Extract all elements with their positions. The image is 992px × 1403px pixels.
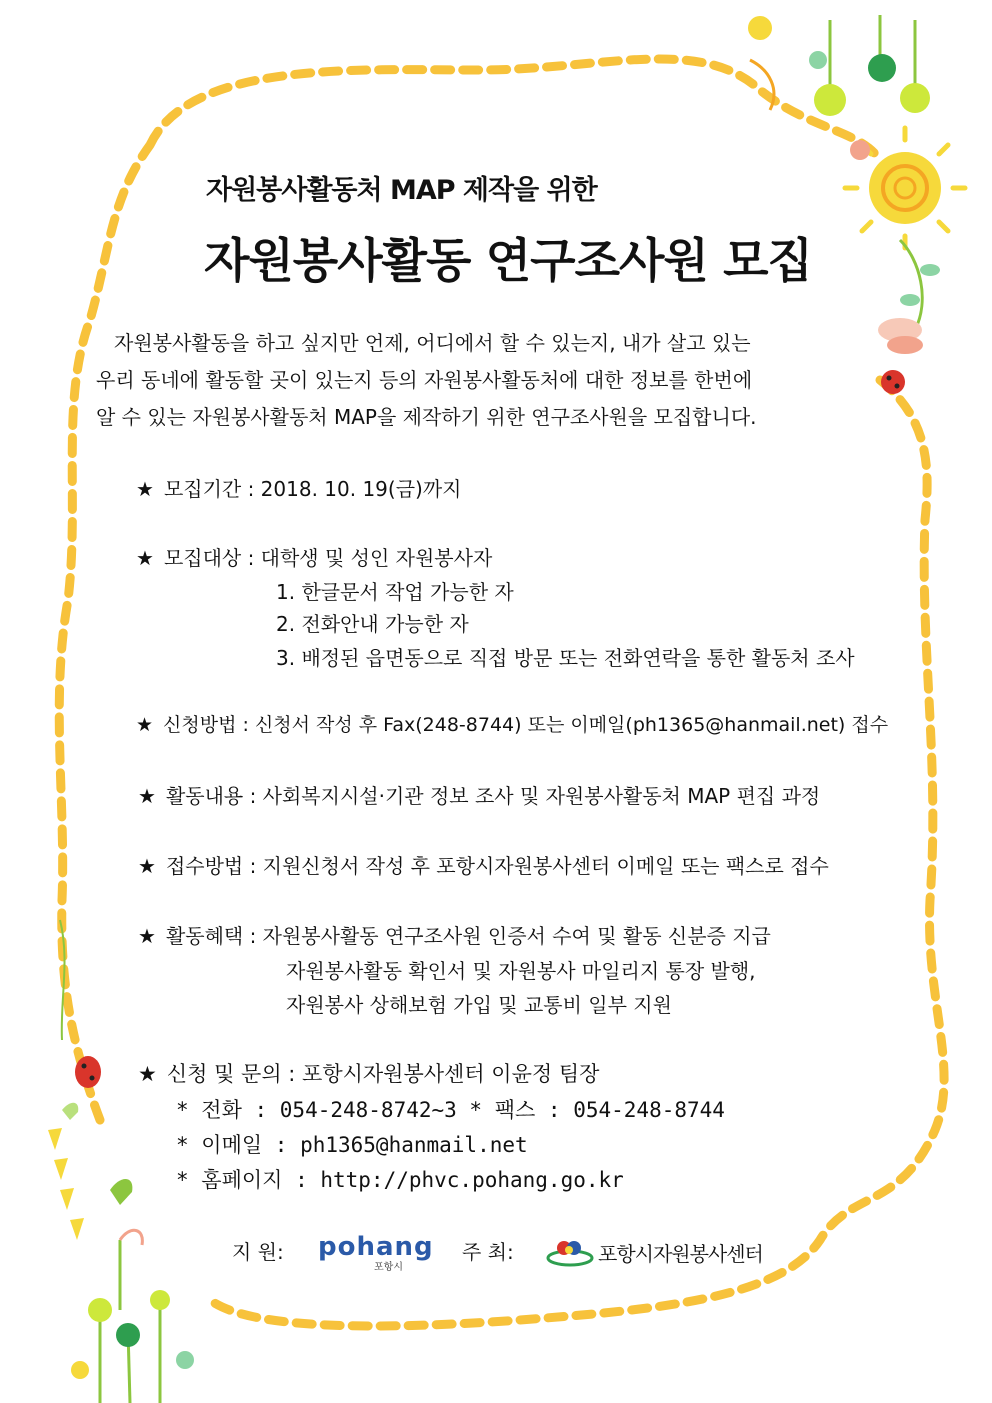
right-vine-icon (878, 240, 940, 354)
item-period (136, 473, 461, 502)
intro-line: 자원봉사활동을 하고 싶지만 언제, 어디에서 할 수 있는지, 내가 살고 있는 (114, 331, 751, 355)
star-icon: ★ (136, 477, 154, 501)
ladybug-icon (881, 370, 905, 394)
bunting-left-icon (48, 920, 84, 1240)
item-inquiry-text: 신청 및 문의 : 포항시자원봉사센터 이윤정 팀장 (166, 1062, 600, 1086)
star-icon: ★ (138, 854, 156, 878)
item-apply (136, 710, 888, 737)
flower-garden-bottom-icon (71, 1179, 194, 1403)
star-icon: ★ (136, 714, 154, 736)
item-inquiry (138, 1058, 599, 1088)
item-apply-text: 신청방법 : 신청서 작성 후 Fax(248-8744) 또는 이메일(ph1365@hanmail.net) 접수 (163, 714, 889, 736)
poster-subtitle: 자원봉사활동처 MAP 제작을 위한 (206, 175, 597, 206)
host-org-name: 포항시자원봉사센터 (598, 1242, 763, 1266)
intro-paragraph (96, 325, 871, 436)
target-sub-3: 3. 배정된 읍면동으로 직접 방문 또는 전화연락을 통한 활동처 조사 (276, 646, 855, 670)
flower-cluster-top-icon (748, 15, 930, 160)
contact-email: * 이메일 : ph1365@hanmail.net (176, 1133, 528, 1157)
ladybug-left-icon (75, 1056, 101, 1088)
intro-line: 우리 동네에 활동할 곳이 있는지 등의 자원봉사활동처에 대한 정보를 한번에 (96, 368, 753, 392)
sun-icon (845, 128, 965, 248)
item-period-text: 모집기간 : 2018. 10. 19(금)까지 (163, 477, 462, 501)
contact-phone-fax: * 전화 : 054-248-8742~3 * 팩스 : 054-248-8744 (176, 1098, 725, 1122)
target-sub-2: 2. 전화안내 가능한 자 (276, 612, 469, 636)
item-receipt-text: 접수방법 : 지원신청서 작성 후 포항시자원봉사센터 이메일 또는 팩스로 접수 (165, 854, 829, 878)
item-receipt (138, 850, 829, 879)
pohang-logo-caption: 포항시 (374, 1262, 403, 1273)
star-icon: ★ (136, 546, 154, 570)
item-target (136, 542, 492, 571)
item-target-text: 모집대상 : 대학생 및 성인 자원봉사자 (163, 546, 493, 570)
item-benefit (138, 920, 771, 949)
poster-title: 자원봉사활동 연구조사원 모집 (204, 234, 812, 289)
star-icon: ★ (138, 924, 156, 948)
support-label: 지 원: (232, 1240, 284, 1264)
volunteer-center-logo-icon (546, 1238, 594, 1268)
star-icon: ★ (138, 784, 156, 808)
host-label: 주 최: (462, 1240, 514, 1264)
benefit-sub-2: 자원봉사 상해보험 가입 및 교통비 일부 지원 (286, 993, 672, 1017)
star-icon: ★ (138, 1062, 157, 1086)
contact-homepage: * 홈페이지 : http://phvc.pohang.go.kr (176, 1168, 624, 1192)
pohang-logo: pohang (318, 1232, 434, 1262)
target-sub-1: 1. 한글문서 작업 가능한 자 (276, 580, 514, 604)
intro-line: 알 수 있는 자원봉사활동처 MAP을 제작하기 위한 연구조사원을 모집합니다. (96, 405, 757, 429)
item-activity (138, 780, 820, 809)
item-activity-text: 활동내용 : 사회복지시설·기관 정보 조사 및 자원봉사활동처 MAP 편집 과정 (165, 784, 821, 808)
benefit-sub-1: 자원봉사활동 확인서 및 자원봉사 마일리지 통장 발행, (286, 959, 756, 983)
item-benefit-text: 활동혜택 : 자원봉사활동 연구조사원 인증서 수여 및 활동 신분증 지급 (165, 924, 771, 948)
